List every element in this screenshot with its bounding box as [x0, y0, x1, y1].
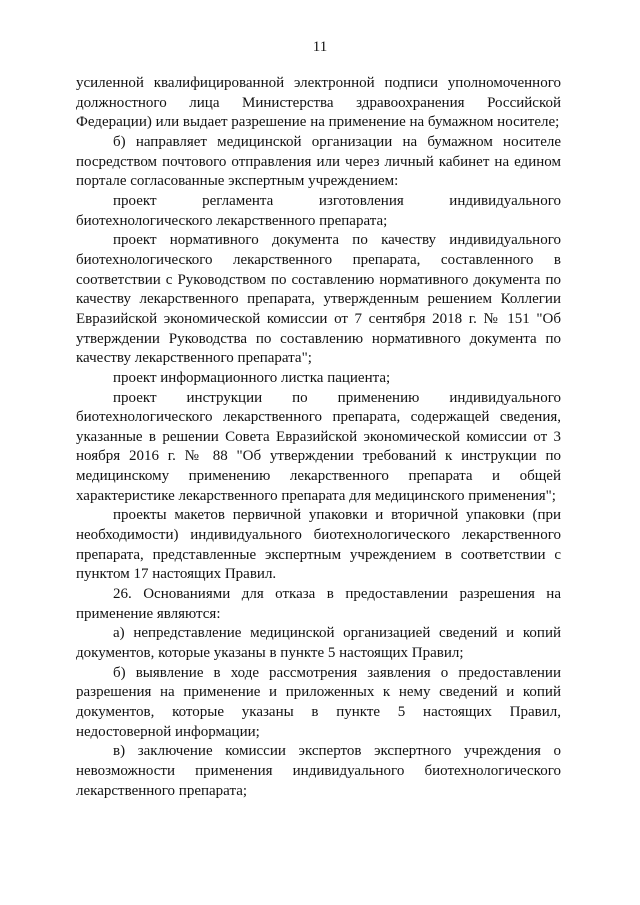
- paragraph: б) направляет медицинской организации на бумажном носителе посредством почтового отправления или через личный кабинет на едином портале согласованные экспертным учреждением:: [76, 133, 561, 190]
- paragraph: в) заключение комиссии экспертов экспертного учреждения о невозможности применения индивидуального биотехнологического лекарственного препарата;: [76, 743, 561, 799]
- paragraph: б) выявление в ходе рассмотрения заявления о предоставлении разрешения на применение и приложенных к нему сведений и копий документов, которые указаны в пункте 5 настоящих Правил, недостоверной информации;: [76, 664, 561, 740]
- page-number: 11: [312, 39, 328, 55]
- paragraph: 26. Основаниями для отказа в предоставлении разрешения на применение являются:: [76, 586, 561, 622]
- paragraph: усиленной квалифицированной электронной подписи уполномоченного должностного лица Министерства здравоохранения Российской Федерации) или выдает разрешение на применение на бумажном носителе;: [76, 75, 561, 131]
- paragraph: проекты макетов первичной упаковки и вторичной упаковки (при необходимости) индивидуального биотехнологического лекарственного препарата, представленные экспертным учреждением в соответствии с пунктом 17 настоящих Правил.: [76, 507, 561, 583]
- document-body: [76, 74, 561, 801]
- paragraph: а) непредставление медицинской организацией сведений и копий документов, которые указаны в пункте 5 настоящих Правил;: [76, 625, 561, 662]
- paragraph: проект инструкции по применению индивидуального биотехнологического лекарственного препарата, содержащей сведения, указанные в решении Совета Евразийской экономической комиссии от 3 ноября 2016 г. № 88 "Об утверждении требований к инструкции по медицинскому применению лекарственного препарата и общей характеристике лекарственного препарата для медицинского применения";: [76, 389, 561, 504]
- paragraph: проект информационного листка пациента;: [113, 369, 391, 386]
- paragraph: проект регламента изготовления индивидуального биотехнологического лекарственного препарата;: [76, 192, 561, 229]
- paragraph: проект нормативного документа по качеству индивидуального биотехнологического лекарственного препарата, составленного в соответствии с Руководством по составлению нормативного документа по качеству лекарственного препарата, утвержденным решением Коллегии Евразийской экономической комиссии от 7 сентября 2018 г. № 151 "Об утверждении Руководства по составлению нормативного документа по качеству лекарственного препарата";: [76, 232, 561, 367]
